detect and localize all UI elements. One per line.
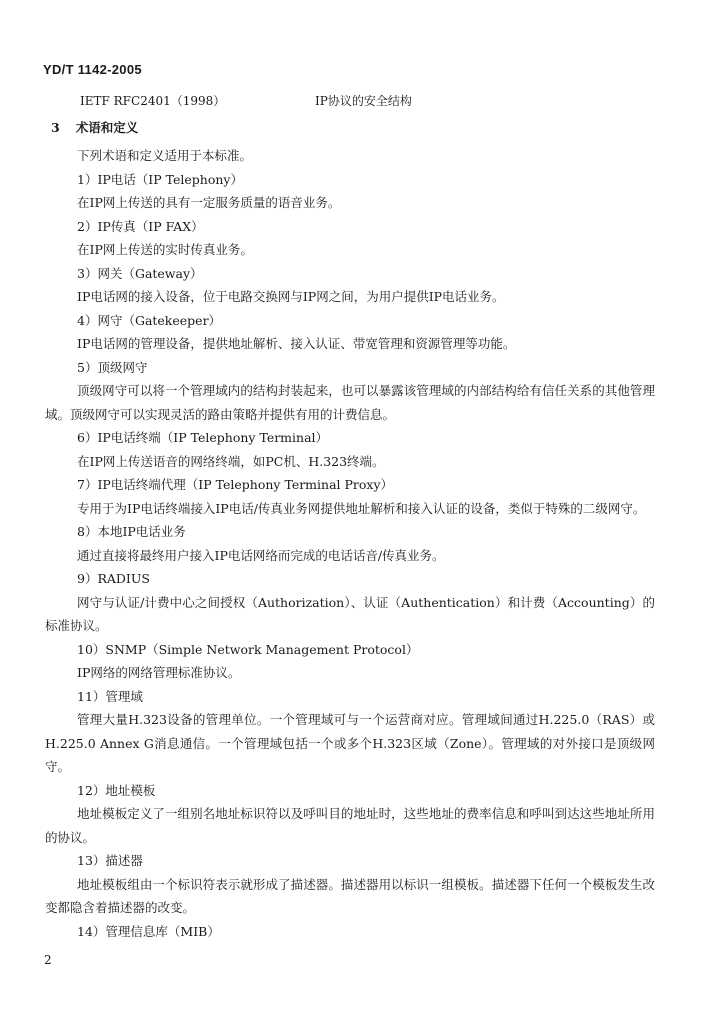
term-heading: 14）管理信息库（MIB） xyxy=(77,923,220,939)
term-heading: 7）IP电话终端代理（IP Telephony Terminal Proxy） xyxy=(77,477,394,492)
term-heading: 12）地址模板 xyxy=(77,782,156,798)
term-definition: 地址模板定义了一组别名地址标识符以及呼叫目的地址时，这些地址的费率信息和呼叫到达这些地址所用的协议。 xyxy=(45,806,655,845)
term-definition: 通过直接将最终用户接入IP电话网络而完成的电话话音/传真业务。 xyxy=(77,547,445,563)
term-definition: IP电话网的接入设备，位于电路交换网与IP网之间，为用户提供IP电话业务。 xyxy=(77,289,505,304)
term-heading: 3）网关（Gateway） xyxy=(77,265,203,281)
term-heading: 5）顶级网守 xyxy=(77,359,148,375)
term-definition: 在IP网上传送的具有一定服务质量的语音业务。 xyxy=(77,195,341,210)
term-heading: 6）IP电话终端（IP Telephony Terminal） xyxy=(77,430,329,445)
term-heading: 11）管理域 xyxy=(77,688,143,704)
term-heading: 13）描述器 xyxy=(77,853,143,868)
term-definition: 在IP网上传送的实时传真业务。 xyxy=(77,242,253,257)
term-definition: 网守与认证/计费中心之间授权（Authorization）、认证（Authentication）和计费（Accounting）的标准协议。 xyxy=(45,594,655,633)
section-heading xyxy=(51,118,154,136)
term-definition: 管理大量H.323设备的管理单位。一个管理域可与一个运营商对应。管理域间通过H.225.0（RAS）或H.225.0 Annex G消息通信。一个管理域包括一个或多个H.323区域（Zone）。管理域的对外接口是顶级网守。 xyxy=(45,712,655,774)
term-heading: 4）网守（Gatekeeper） xyxy=(77,312,222,328)
reference-code: IETF RFC2401（1998） xyxy=(80,94,226,108)
term-definition: 专用于为IP电话终端接入IP电话/传真业务网提供地址解析和接入认证的设备，类似于特殊的二级网守。 xyxy=(77,500,646,516)
term-definition: 在IP网上传送语音的网络终端，如PC机、H.323终端。 xyxy=(77,453,385,469)
section-title: 术语和定义 xyxy=(75,120,139,135)
intro-text: 下列术语和定义适用于本标准。 xyxy=(77,148,253,163)
term-heading: 9）RADIUS xyxy=(77,571,150,586)
term-heading: 8）本地IP电话业务 xyxy=(77,524,186,539)
reference-title: IP协议的安全结构 xyxy=(315,94,412,108)
page-number: 2 xyxy=(44,953,52,967)
term-definition: IP电话网的管理设备，提供地址解析、接入认证、带宽管理和资源管理等功能。 xyxy=(77,336,516,351)
term-definition: 地址模板组由一个标识符表示就形成了描述器。描述器用以标识一组模板。描述器下任何一个模板发生改变都隐含着描述器的改变。 xyxy=(45,876,655,915)
term-heading: 10）SNMP（Simple Network Management Protocol） xyxy=(77,641,419,657)
term-definition: 顶级网守可以将一个管理域内的结构封装起来，也可以暴露该管理域的内部结构给有信任关系的其他管理域。顶级网守可以实现灵活的路由策略并提供有用的计费信息。 xyxy=(45,383,655,422)
term-heading: 2）IP传真（IP FAX） xyxy=(77,218,204,234)
standard-id: YD/T 1142-2005 xyxy=(43,62,142,77)
section-number: 3 xyxy=(51,120,60,135)
term-definition: IP网络的网络管理标准协议。 xyxy=(77,665,241,680)
term-heading: 1）IP电话（IP Telephony） xyxy=(77,171,243,187)
document-body xyxy=(45,144,655,943)
